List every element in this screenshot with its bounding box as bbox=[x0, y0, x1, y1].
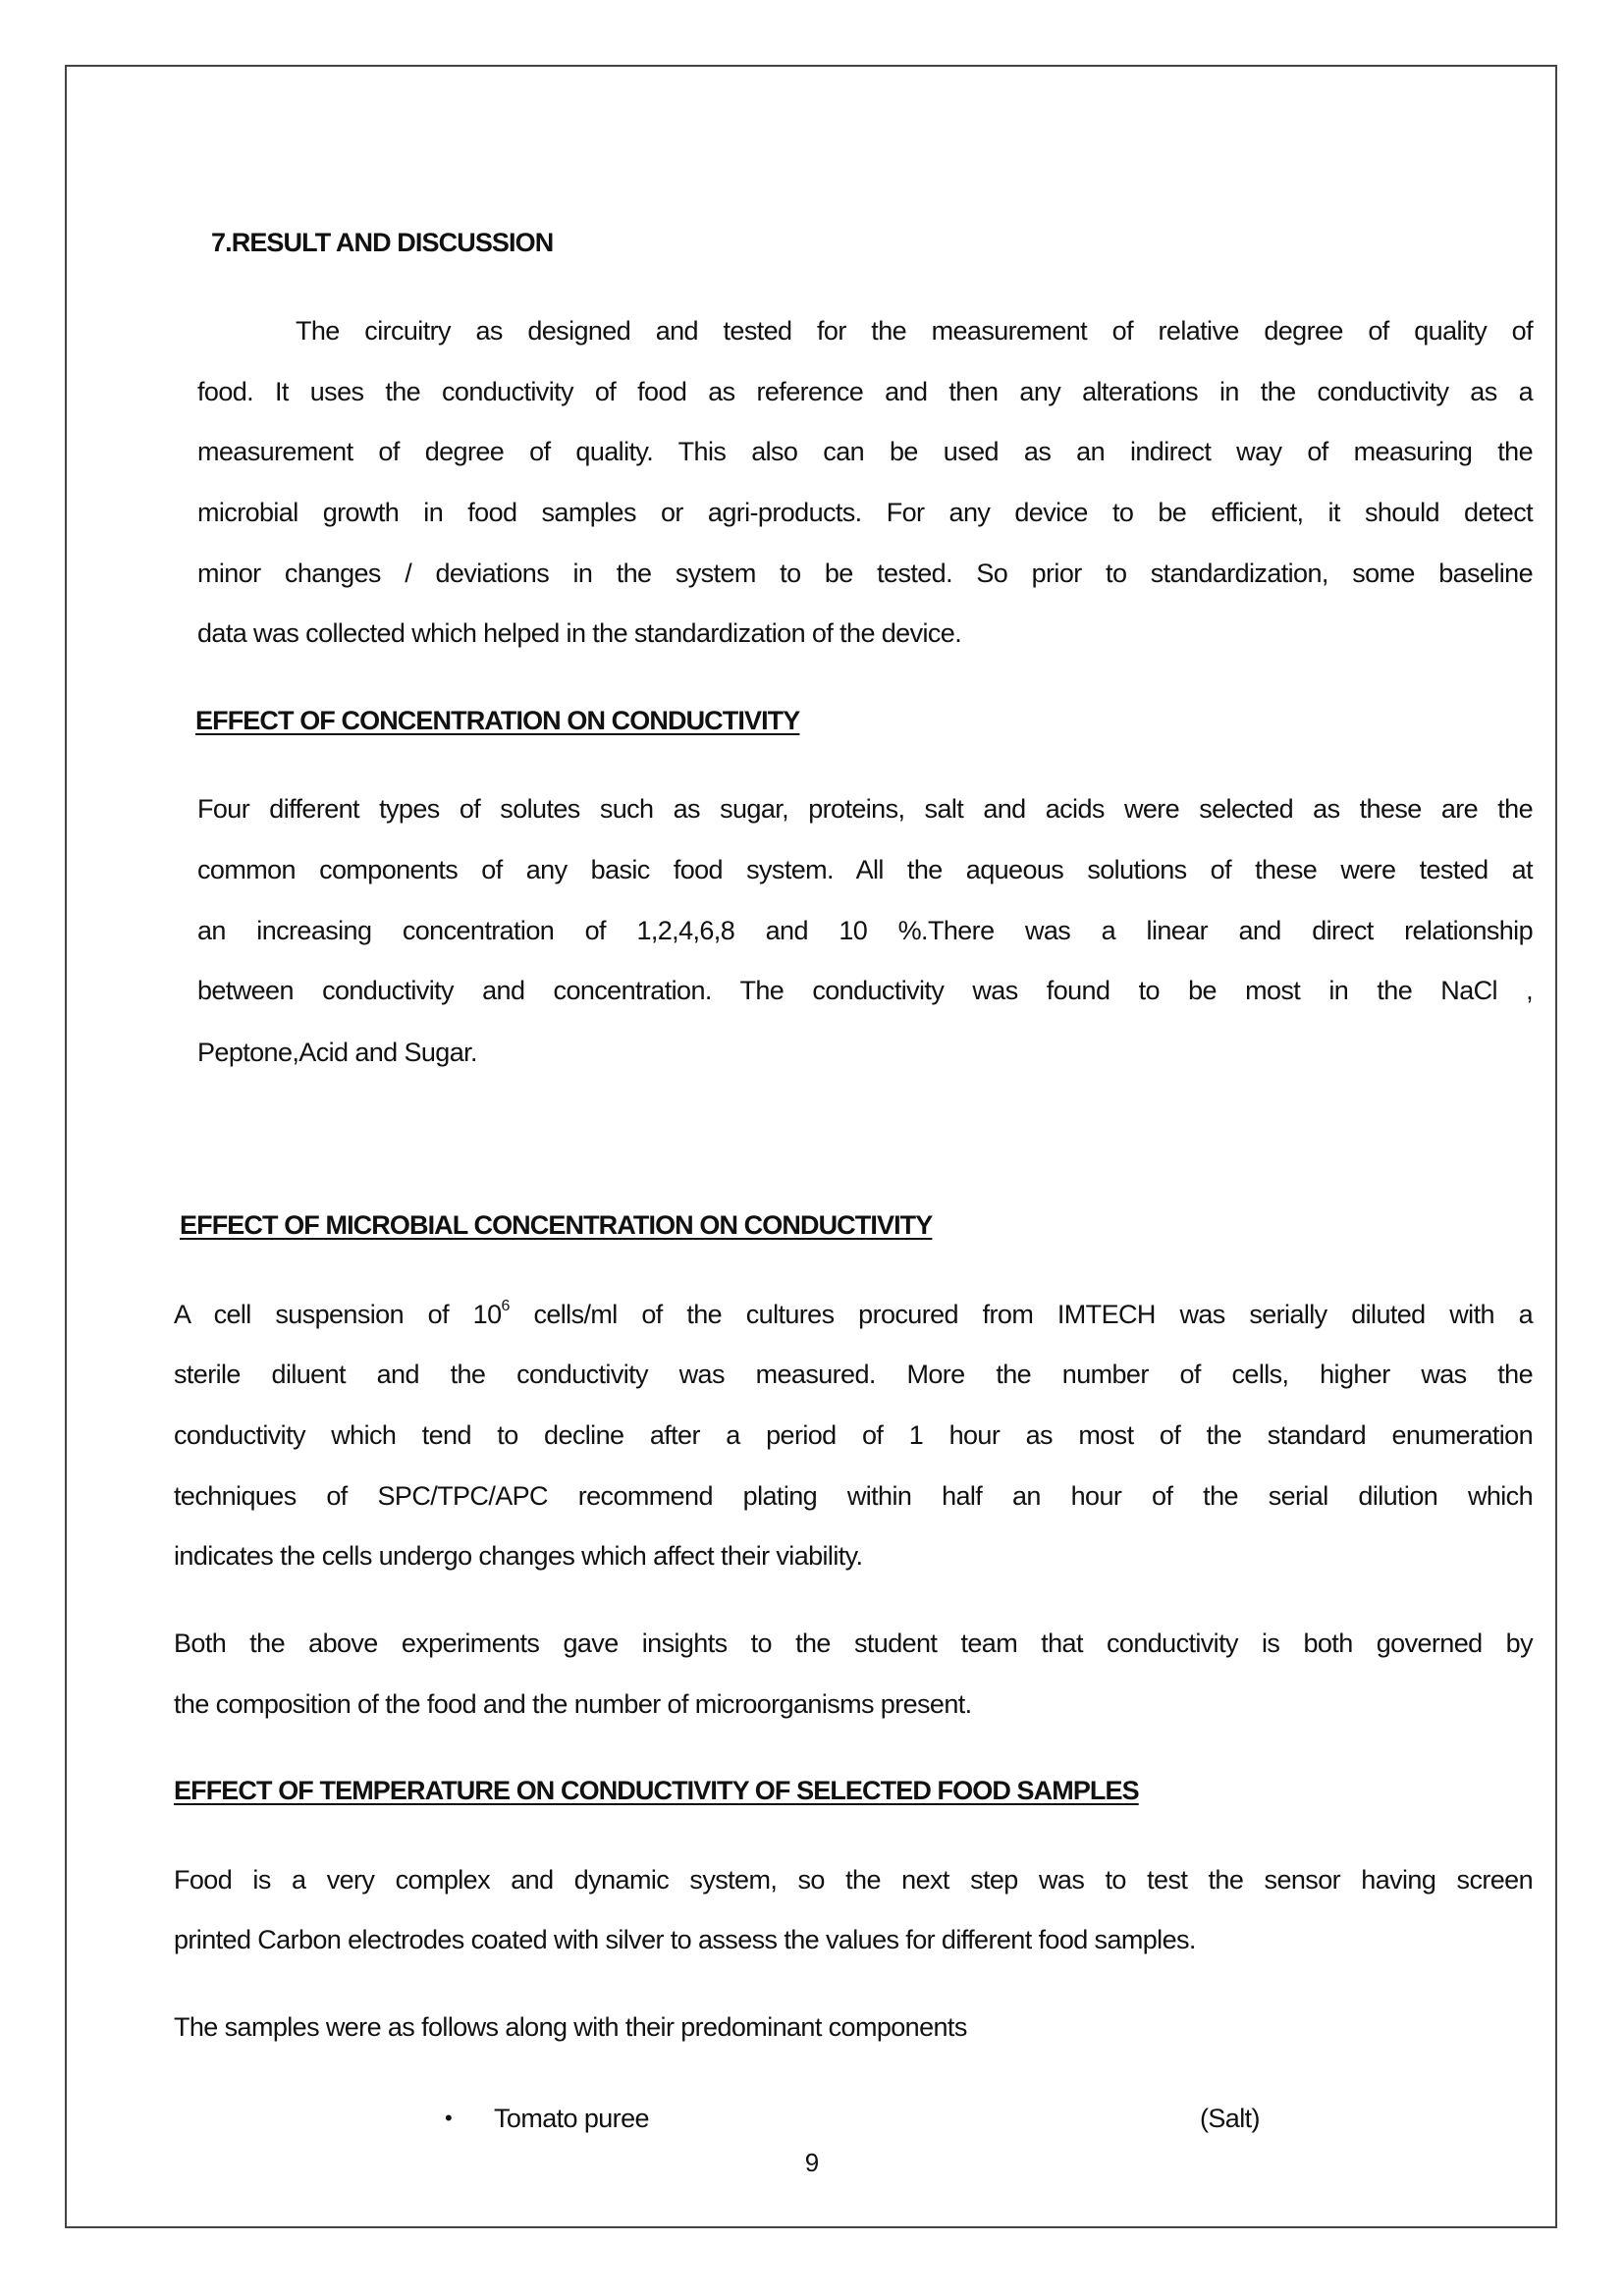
text-run: A cell suspension of 10 bbox=[174, 1300, 502, 1329]
paragraph-samples-intro: The samples were as follows along with their predominant components bbox=[174, 2012, 967, 2042]
paragraph-line: indicates the cells undergo changes which affect their viability. bbox=[174, 1541, 863, 1571]
paragraph-line: common components of any basic food system. All the aqueous solutions of these were tested at bbox=[197, 855, 1533, 884]
text-run: cells/ml of the cultures procured from IMTECH was serially diluted with a bbox=[509, 1300, 1533, 1329]
paragraph-line: measurement of degree of quality. This also can be used as an indirect way of measuring the bbox=[197, 437, 1533, 466]
sample-component: (Salt) bbox=[1200, 2104, 1260, 2133]
paragraph-line bbox=[174, 1298, 1533, 1331]
section-heading-microbial: EFFECT OF MICROBIAL CONCENTRATION ON CONDUCTIVITY bbox=[180, 1210, 933, 1240]
paragraph-line: data was collected which helped in the standardization of the device. bbox=[197, 618, 962, 648]
section-heading-result-discussion: 7.RESULT AND DISCUSSION bbox=[211, 228, 554, 257]
sample-name: Tomato puree bbox=[494, 2104, 649, 2133]
paragraph-line: techniques of SPC/TPC/APC recommend plating within half an hour of the serial dilution which bbox=[174, 1481, 1533, 1511]
paragraph-line: Food is a very complex and dynamic system, so the next step was to test the sensor having screen bbox=[174, 1865, 1533, 1895]
superscript-exponent: 6 bbox=[501, 1298, 510, 1314]
bullet-icon: • bbox=[445, 2106, 453, 2130]
paragraph-line: sterile diluent and the conductivity was measured. More the number of cells, higher was the bbox=[174, 1360, 1533, 1389]
paragraph-line: food. It uses the conductivity of food as reference and then any alterations in the conductivity as a bbox=[197, 377, 1533, 406]
paragraph-line: Four different types of solutes such as sugar, proteins, salt and acids were selected as these are the bbox=[197, 794, 1533, 824]
section-heading-temperature: EFFECT OF TEMPERATURE ON CONDUCTIVITY OF SELECTED FOOD SAMPLES bbox=[174, 1776, 1139, 1805]
paragraph-line: an increasing concentration of 1,2,4,6,8 and 10 %.There was a linear and direct relationship bbox=[197, 916, 1533, 945]
paragraph-line: minor changes / deviations in the system to be tested. So prior to standardization, some baseline bbox=[197, 559, 1533, 588]
paragraph-line: between conductivity and concentration. The conductivity was found to be most in the NaCl , bbox=[197, 976, 1533, 1005]
paragraph-line: the composition of the food and the number of microorganisms present. bbox=[174, 1689, 972, 1719]
paragraph-line: microbial growth in food samples or agri-products. For any device to be efficient, it should detect bbox=[197, 498, 1533, 527]
paragraph-line: printed Carbon electrodes coated with silver to assess the values for different food samples. bbox=[174, 1925, 1196, 1954]
paragraph-line: The circuitry as designed and tested for the measurement of relative degree of quality of bbox=[296, 316, 1533, 346]
paragraph-line: conductivity which tend to decline after a period of 1 hour as most of the standard enumeration bbox=[174, 1420, 1533, 1450]
page-number: 9 bbox=[804, 2148, 820, 2177]
section-heading-concentration: EFFECT OF CONCENTRATION ON CONDUCTIVITY bbox=[195, 706, 800, 735]
paragraph-line: Peptone,Acid and Sugar. bbox=[197, 1038, 477, 1067]
paragraph-line: Both the above experiments gave insights to the student team that conductivity is both governed by bbox=[174, 1629, 1533, 1658]
